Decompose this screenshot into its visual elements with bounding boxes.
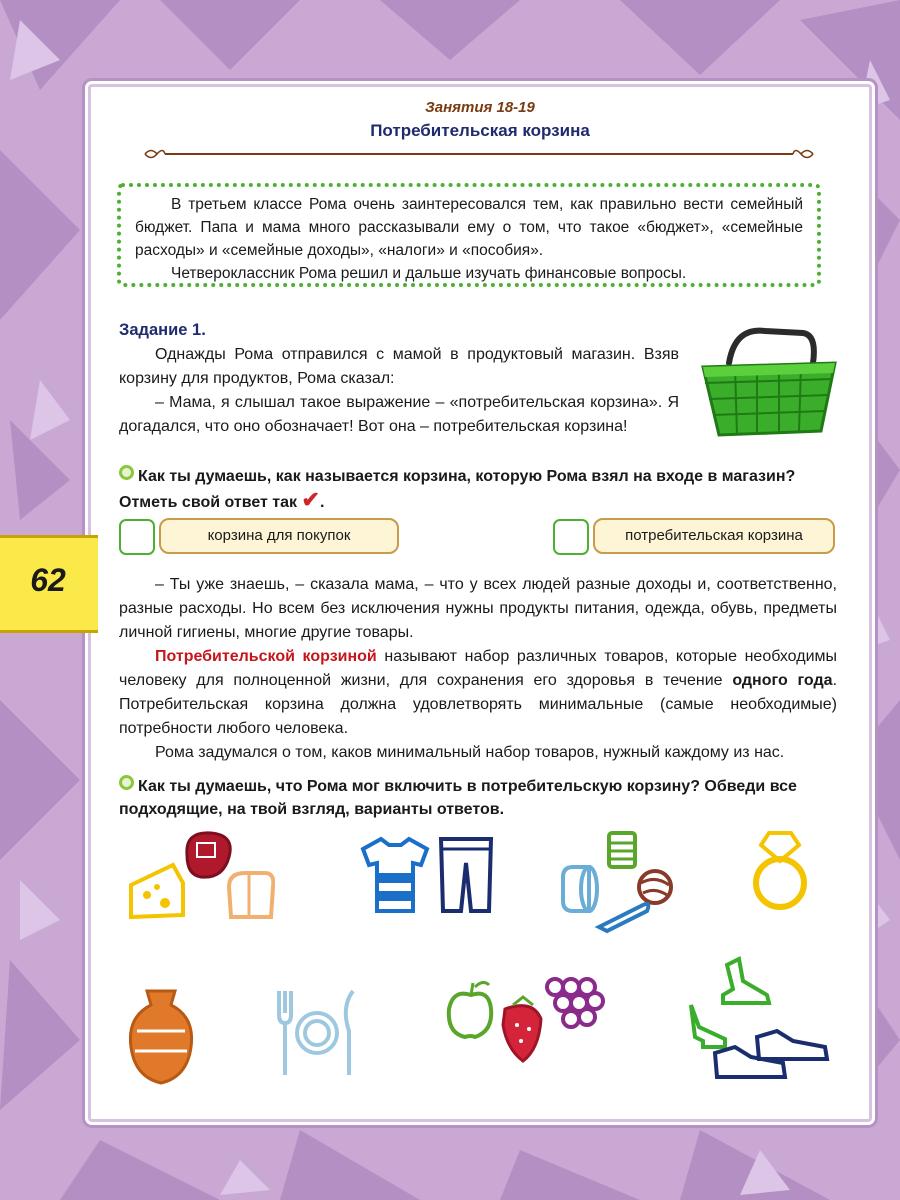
lesson-subtitle: Занятия 18-19	[425, 99, 535, 116]
food-group-icon[interactable]	[125, 825, 275, 925]
option-label-consumer-basket: потребительская корзина	[593, 518, 835, 554]
meat-icon	[187, 833, 230, 877]
intro-paragraph: В третьем классе Рома очень заинтересовался тем, как правильно вести семейный бюджет. Папа и мама много рассказывали ему о том, что такое «бюджет», «семейные расходы» и «семейные доходы», «налоги» и «пособия».	[135, 196, 803, 259]
grapes-icon	[547, 979, 603, 1027]
definition-bold: одного года	[732, 672, 833, 689]
task-paragraph: Однажды Рома отправился с мамой в продуктовый магазин. Взяв корзину для продуктов, Рома сказал:	[119, 346, 679, 387]
intro-paragraph: Четвероклассник Рома решил и дальше изучать финансовые вопросы.	[171, 265, 687, 282]
content-card	[88, 84, 872, 1122]
safety-pin-icon	[599, 904, 648, 931]
definition-text-end: . Потребительская корзина должна удовлетворять минимальные (самые необходимые) потребности любого человека.	[119, 672, 838, 737]
sneakers-icon	[715, 1031, 827, 1077]
lesson-title: Потребительская корзина	[370, 121, 590, 140]
definition-paragraph	[119, 645, 837, 741]
fruit-group-icon[interactable]	[443, 969, 613, 1069]
definition-term: Потребительской корзиной	[155, 648, 377, 665]
body-text	[119, 573, 837, 765]
strawberry-icon	[503, 997, 541, 1061]
yarn-ball-icon	[639, 871, 671, 903]
question-1-end: .	[319, 494, 325, 511]
definition-text: называют набор различных товаров, которые необходимы человеку для полноценной жизни, для сохранения его здоровья в течение	[119, 648, 838, 689]
intro-box	[117, 183, 821, 287]
high-heels-icon	[691, 959, 769, 1047]
ornament-divider	[143, 143, 815, 165]
trousers-icon	[441, 839, 491, 911]
body-paragraph: Рома задумался о том, каков минимальный набор товаров, нужный каждому из нас.	[155, 744, 785, 761]
vase-icon[interactable]	[125, 987, 197, 1087]
option-checkbox-shopping-basket[interactable]	[119, 519, 155, 555]
bullet-icon	[119, 775, 134, 790]
option-checkbox-consumer-basket[interactable]	[553, 519, 589, 555]
cheese-icon	[131, 865, 183, 917]
bullet-icon	[119, 465, 134, 480]
task-paragraph: – Мама, я слышал такое выражение – «потребительская корзина». Я догадался, что оно обозначает! Вот она – потребительская корзина!	[119, 394, 679, 435]
page-number: 62	[30, 562, 66, 598]
question-2	[119, 775, 837, 821]
clothes-group-icon[interactable]	[359, 835, 495, 915]
question-1	[119, 465, 837, 514]
page-number-tab	[0, 535, 98, 633]
task-text	[119, 343, 679, 439]
option-label-shopping-basket: корзина для покупок	[159, 518, 399, 554]
tshirt-icon	[363, 839, 427, 911]
toilet-paper-icon	[563, 867, 597, 911]
body-paragraph: – Ты уже знаешь, – сказала мама, – что у всех людей разные доходы и, соответственно, разные расходы. Но всем без исключения нужны продукты питания, одежда, обувь, предметы личной гигиены, многие другие товары.	[119, 576, 837, 641]
question-1-text: Как ты думаешь, как называется корзина, которую Рома взял на входе в магазин? Отметь свой ответ так	[119, 468, 796, 511]
ring-icon[interactable]	[749, 829, 811, 913]
task-title: Задание 1.	[119, 321, 206, 339]
apple-icon	[449, 982, 491, 1037]
question-2-text: Как ты думаешь, что Рома мог включить в потребительскую корзину? Обведи все подходящие, на твой взгляд, варианты ответов.	[119, 778, 797, 818]
hygiene-group-icon[interactable]	[559, 827, 683, 935]
checkmark-icon: ✔	[301, 487, 320, 512]
thread-spool-icon	[609, 833, 635, 867]
shoes-group-icon[interactable]	[687, 955, 831, 1083]
bread-icon	[229, 873, 273, 917]
tableware-icon[interactable]	[271, 987, 363, 1079]
shopping-basket-icon	[695, 323, 843, 443]
